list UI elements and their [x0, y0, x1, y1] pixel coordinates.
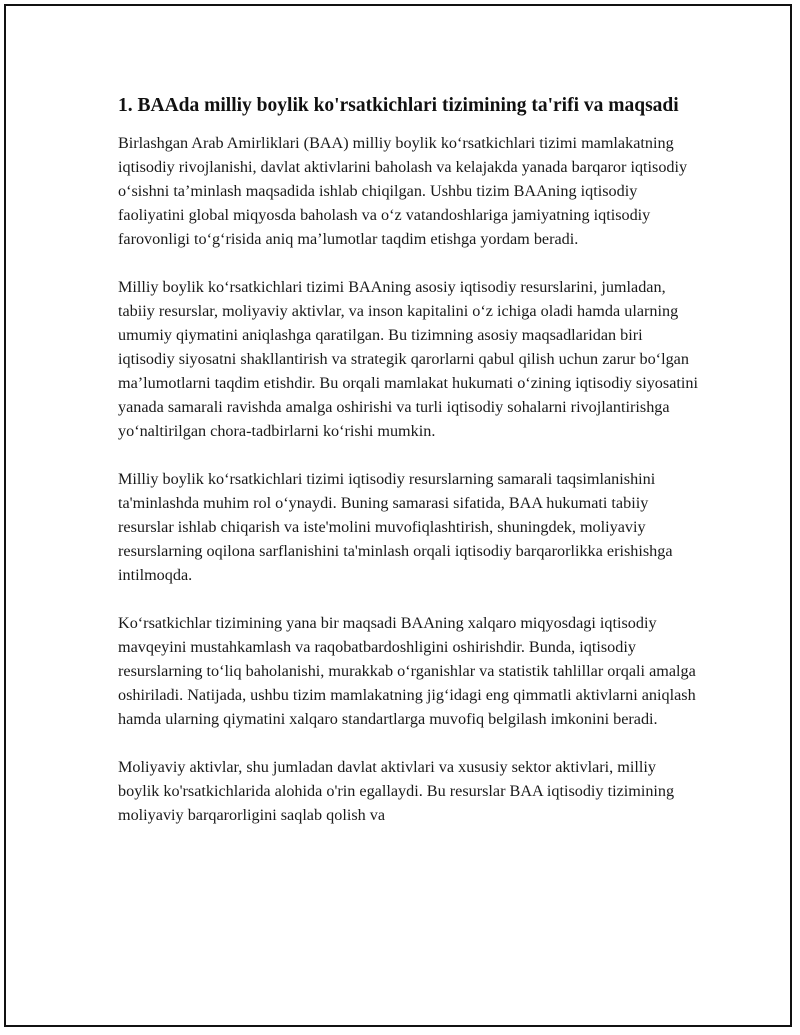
document-body: [118, 92, 698, 851]
section-heading: 1. BAAda milliy boylik ko'rsatkichlari tizimining ta'rifi va maqsadi: [118, 95, 679, 116]
paragraph-3: Milliy boylik ko‘rsatkichlari tizimi iqtisodiy resurslarning samarali taqsimlanishini ta'minlashda muhim rol o‘ynaydi. Buning samarasi sifatida, BAA hukumati tabiiy resurslar ishlab chiqarish va iste'molini muvofiqlashtirish, shuningdek, moliyaviy resurslarning oqilona sarflanishini ta'minlash orqali iqtisodiy barqarorlikka erishishga intilmoqda.: [118, 470, 673, 584]
paragraph-2: Milliy boylik ko‘rsatkichlari tizimi BAAning asosiy iqtisodiy resurslarini, jumladan, tabiiy resurslar, moliyaviy aktivlar, va inson kapitalini o‘z ichiga oladi hamda ularning umumiy qiymatini aniqlashga qaratilgan. Bu tizimning asosiy maqsadlaridan biri iqtisodiy siyosatni shakllantirish va strategik qarorlarni qabul qilish uchun zarur bo‘lgan ma’lumotlarni taqdim etishdir. Bu orqali mamlakat hukumati o‘zining iqtisodiy siyosatini yanada samarali ravishda amalga oshirishi va turli iqtisodiy sohalarni rivojlantirishga yo‘naltirilgan chora-tadbirlarni ko‘rishi mumkin.: [118, 278, 698, 440]
paragraph-4: Ko‘rsatkichlar tizimining yana bir maqsadi BAAning xalqaro miqyosdagi iqtisodiy mavqeyini mustahkamlash va raqobatbardoshligini oshirishdir. Bunda, iqtisodiy resurslarning to‘liq baholanishi, murakkab o‘rganishlar va statistik tahlillar orqali amalga oshiriladi. Natijada, ushbu tizim mamlakatning jig‘idagi eng qimmatli aktivlarni aniqlash hamda ularning qiymatini xalqaro standartlarga muvofiq belgilash imkonini beradi.: [118, 614, 696, 728]
paragraph-5: Moliyaviy aktivlar, shu jumladan davlat aktivlari va xususiy sektor aktivlari, milliy boylik ko'rsatkichlarida alohida o'rin egallaydi. Bu resurslar BAA iqtisodiy tizimining moliyaviy barqarorligini saqlab qolish va: [118, 758, 675, 824]
paragraph-1: Birlashgan Arab Amirliklari (BAA) milliy boylik ko‘rsatkichlari tizimi mamlakatning iqtisodiy rivojlanishi, davlat aktivlarini baholash va kelajakda yanada barqaror iqtisodiy o‘sishni ta’minlash maqsadida ishlab chiqilgan. Ushbu tizim BAAning iqtisodiy faoliyatini global miqyosda baholash va o‘z vatandoshlariga jamiyatning iqtisodiy farovonligi to‘g‘risida aniq ma’lumotlar taqdim etishga yordam beradi.: [118, 134, 688, 248]
